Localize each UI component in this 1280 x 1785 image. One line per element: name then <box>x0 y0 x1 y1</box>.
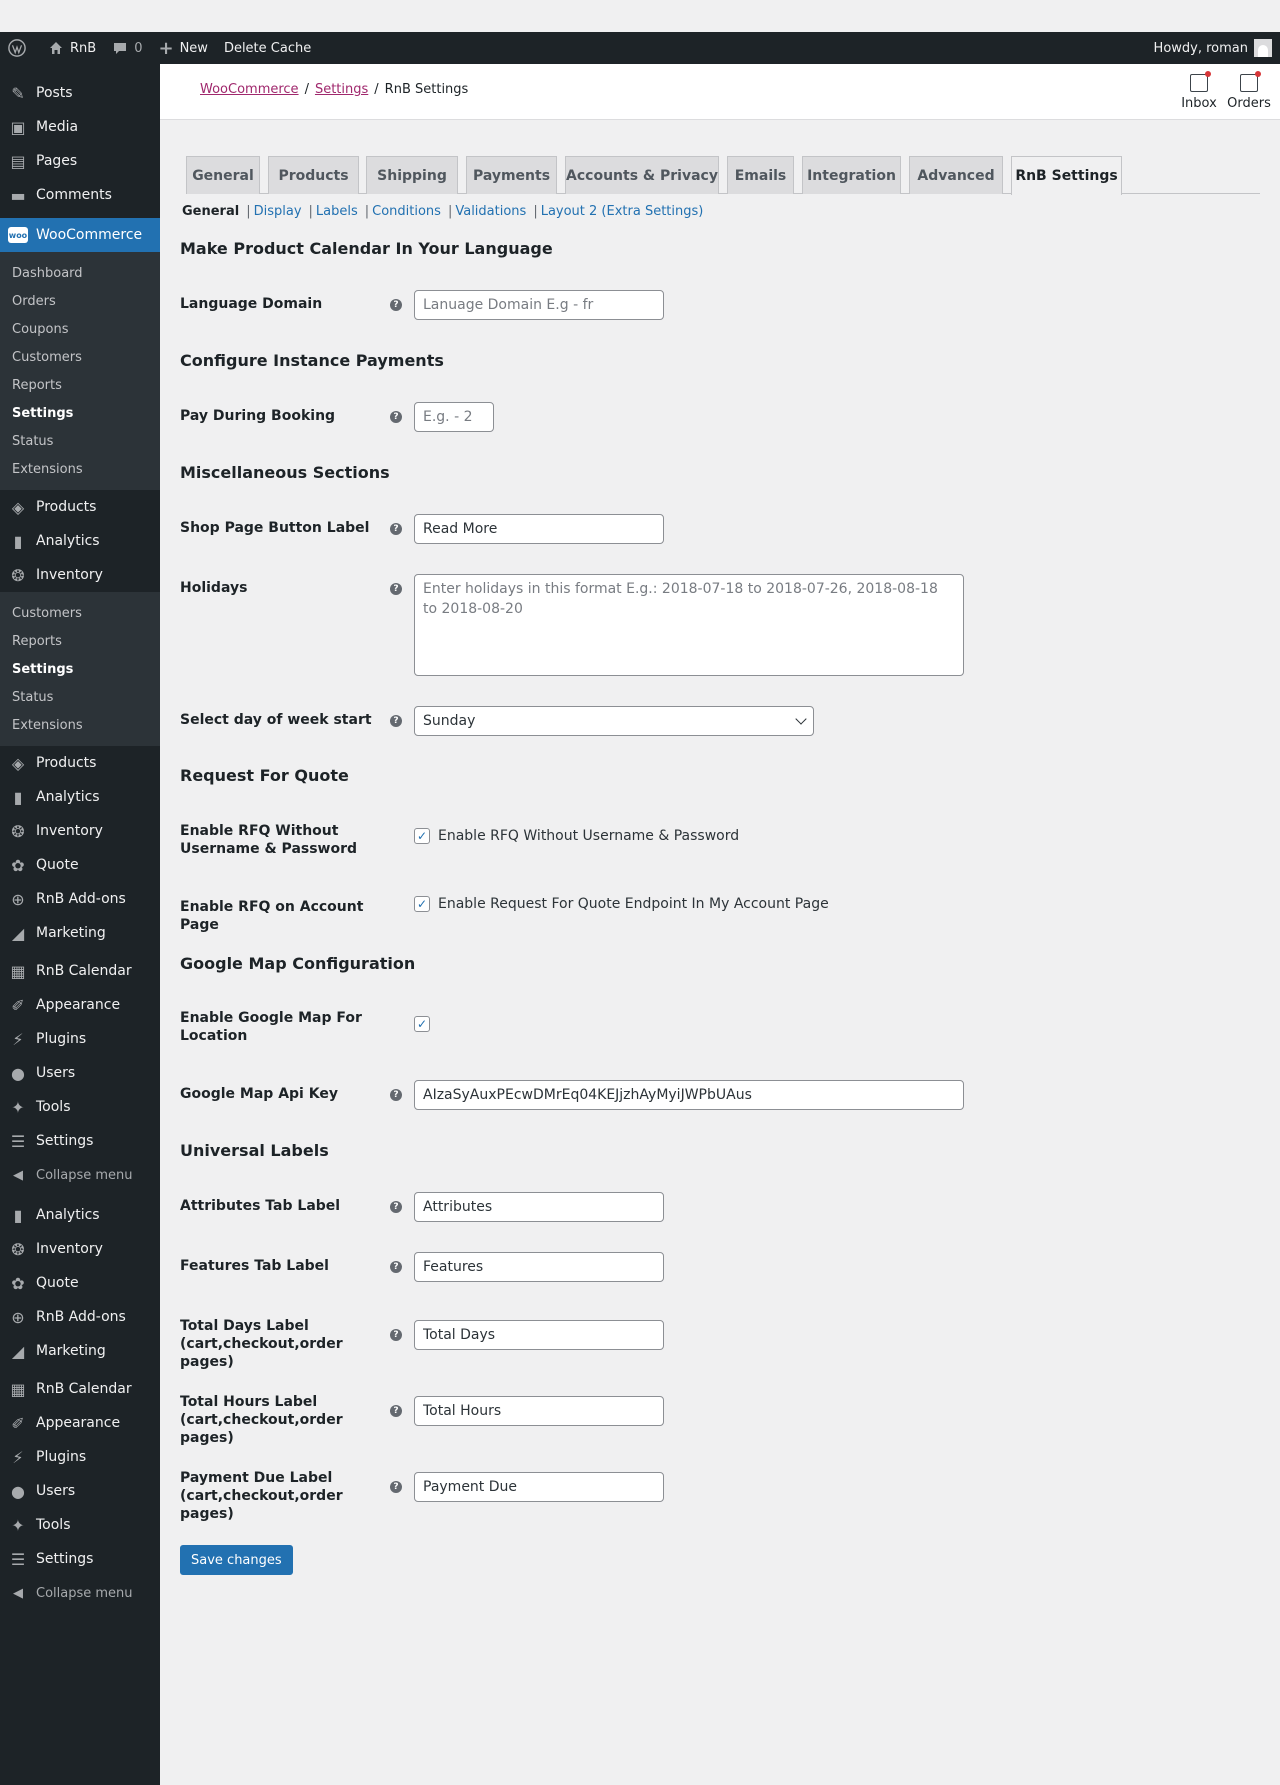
submenu-item-dashboard[interactable]: Dashboard <box>12 265 83 281</box>
sidebar-item-inventory[interactable]: ❂ Inventory <box>0 814 160 848</box>
holidays-textarea[interactable] <box>414 574 964 676</box>
sidebar-item-appearance[interactable]: ✐ Appearance <box>0 1406 160 1440</box>
new-label: New <box>179 40 208 56</box>
map-api-input[interactable] <box>414 1080 964 1110</box>
user-account-menu[interactable] <box>1154 39 1280 57</box>
total-hours-input[interactable] <box>414 1396 664 1426</box>
collapse-menu-button-2[interactable]: ◀ Collapse menu <box>0 1576 160 1610</box>
sidebar-item-marketing[interactable]: ◢ Marketing <box>0 916 160 950</box>
subnav-layout-2[interactable]: Layout 2 (Extra Settings) <box>540 204 704 219</box>
sidebar-item-rnb-calendar[interactable]: ▦ RnB Calendar <box>0 954 160 988</box>
comments-count: 0 <box>134 40 143 56</box>
calendar-icon: ▦ <box>10 961 26 981</box>
sidebar-item-quote[interactable]: ✿ Quote <box>0 848 160 882</box>
rfq-no-login-row <box>414 828 739 844</box>
submenu-item-status[interactable]: Status <box>12 689 54 705</box>
pay-during-booking-input[interactable] <box>414 402 494 432</box>
site-name-link[interactable] <box>40 32 104 64</box>
megaphone-icon: ◢ <box>11 1341 25 1361</box>
submenu-item-extensions[interactable]: Extensions <box>12 717 83 733</box>
total-hours-label: Total Hours Label (cart,checkout,order pages) <box>180 1394 343 1446</box>
page-icon: ▤ <box>10 151 26 171</box>
submenu-item-settings[interactable]: Settings <box>12 405 74 421</box>
wordpress-logo-button[interactable] <box>0 32 40 64</box>
woocommerce-icon: woo <box>8 227 28 243</box>
inventory-icon: ❂ <box>11 1239 25 1259</box>
calendar-icon: ▦ <box>10 1379 26 1399</box>
sidebar-item-products[interactable]: ◈ Products <box>0 746 160 780</box>
rfq-no-login-text: Enable RFQ Without Username & Password <box>438 828 740 844</box>
shop-button-input[interactable] <box>414 514 664 544</box>
tab-emails[interactable]: Emails <box>727 156 794 194</box>
settings-subnav: General | Display | Labels | Conditions | Validations | Layout 2 (Extra Settings) <box>182 204 704 219</box>
sidebar-item-rnb-calendar[interactable]: ▦ RnB Calendar <box>0 1372 160 1406</box>
payment-due-label: Payment Due Label (cart,checkout,order pages) <box>180 1470 343 1522</box>
woocommerce-header <box>160 64 1280 120</box>
inbox-icon <box>1190 74 1208 92</box>
help-icon[interactable]: ? <box>390 1089 402 1101</box>
avatar <box>1254 39 1272 57</box>
analytics-icon: ▮ <box>13 1205 23 1225</box>
pay-during-booking-label: Pay During Booking <box>180 408 336 424</box>
settings-tabs <box>186 156 1260 194</box>
map-enable-label: Enable Google Map For Location <box>180 1010 362 1044</box>
sidebar-item-media[interactable]: ▣ Media <box>0 110 160 144</box>
sidebar-item-marketing[interactable]: ◢ Marketing <box>0 1334 160 1368</box>
shop-button-label: Shop Page Button Label <box>180 520 370 536</box>
week-start-value: Sunday <box>423 713 476 729</box>
help-icon[interactable]: ? <box>390 1405 402 1417</box>
sidebar-item-tools[interactable]: ✦ Tools <box>0 1508 160 1542</box>
sidebar-item-plugins[interactable]: ⚡ Plugins <box>0 1440 160 1474</box>
attributes-label: Attributes Tab Label <box>180 1198 341 1214</box>
sidebar-item-products[interactable]: ◈ Products <box>0 490 160 524</box>
help-icon[interactable]: ? <box>390 1481 402 1493</box>
tab-accounts-privacy[interactable]: Accounts & Privacy <box>565 156 719 194</box>
sidebar-item-analytics[interactable]: ▮ Analytics <box>0 780 160 814</box>
comment-icon: ▬ <box>10 185 26 205</box>
tab-products[interactable]: Products <box>268 156 359 194</box>
language-domain-input[interactable] <box>414 290 664 320</box>
section-title-rfq: Request For Quote <box>180 766 349 785</box>
wordpress-logo-icon <box>8 39 26 57</box>
admin-bar <box>0 32 1280 64</box>
inventory-icon: ❂ <box>11 821 25 841</box>
tab-general[interactable]: General <box>186 156 260 194</box>
comment-icon <box>112 40 128 56</box>
howdy-text: Howdy, roman <box>1153 40 1248 56</box>
sidebar-item-users[interactable]: ● Users <box>0 1056 160 1090</box>
help-icon[interactable]: ? <box>390 715 402 727</box>
help-icon[interactable]: ? <box>390 411 402 423</box>
brush-icon: ✐ <box>11 1413 25 1433</box>
sidebar-item-rnb-add-ons[interactable]: ⊕ RnB Add-ons <box>0 882 160 916</box>
user-icon: ● <box>11 1063 25 1083</box>
user-icon: ● <box>11 1481 25 1501</box>
sidebar-item-appearance[interactable]: ✐ Appearance <box>0 988 160 1022</box>
home-icon <box>48 40 64 56</box>
sidebar-item-comments[interactable]: ▬ Comments <box>0 178 160 212</box>
add-ons-icon: ⊕ <box>11 1307 25 1327</box>
breadcrumb-woocommerce[interactable]: WooCommerce <box>200 82 299 97</box>
subnav-labels[interactable]: Labels <box>315 204 358 219</box>
sidebar-item-plugins[interactable]: ⚡ Plugins <box>0 1022 160 1056</box>
chevron-down-icon <box>795 713 806 724</box>
comments-link[interactable] <box>104 32 150 64</box>
submenu-item-orders[interactable]: Orders <box>12 293 56 309</box>
plugin-icon: ⚡ <box>12 1029 24 1049</box>
inventory-icon: ❂ <box>11 565 25 585</box>
sidebar-item-analytics[interactable]: ▮ Analytics <box>0 1198 160 1232</box>
help-icon[interactable]: ? <box>390 299 402 311</box>
help-icon[interactable]: ? <box>390 1329 402 1341</box>
help-icon[interactable]: ? <box>390 523 402 535</box>
subnav-display[interactable]: Display <box>253 204 302 219</box>
total-days-label: Total Days Label (cart,checkout,order pages) <box>180 1318 343 1370</box>
map-api-label: Google Map Api Key <box>180 1086 338 1102</box>
woocommerce-submenu <box>0 252 160 490</box>
breadcrumb: WooCommerce / Settings / RnB Settings <box>200 82 469 97</box>
subnav-conditions[interactable]: Conditions <box>372 204 441 219</box>
sidebar-item-tools[interactable]: ✦ Tools <box>0 1090 160 1124</box>
inbox-button[interactable]: Inbox <box>1164 70 1234 114</box>
section-title-map: Google Map Configuration <box>180 954 416 973</box>
save-changes-button[interactable]: Save changes <box>180 1545 293 1575</box>
sidebar-item-settings[interactable]: ☰ Settings <box>0 1124 160 1158</box>
delete-cache-button[interactable] <box>216 32 319 64</box>
payment-due-input[interactable] <box>414 1472 664 1502</box>
site-name: RnB <box>70 40 97 56</box>
submenu-item-customers[interactable]: Customers <box>12 349 82 365</box>
rfq-no-login-label: Enable RFQ Without Username & Password <box>180 823 358 857</box>
tab-shipping[interactable]: Shipping <box>366 156 458 194</box>
sidebar-item-analytics[interactable]: ▮ Analytics <box>0 524 160 558</box>
analytics-icon: ▮ <box>13 531 23 551</box>
rfq-no-login-checkbox[interactable]: ✓ <box>414 828 430 844</box>
help-icon[interactable]: ? <box>390 1261 402 1273</box>
sidebar-item-posts[interactable]: ✎ Posts <box>0 76 160 110</box>
collapse-menu-button[interactable]: ◀ Collapse menu <box>0 1158 160 1192</box>
subnav-validations[interactable]: Validations <box>455 204 527 219</box>
tab-rnb-settings[interactable]: RnB Settings <box>1011 156 1122 195</box>
brush-icon: ✐ <box>11 995 25 1015</box>
admin-sidebar <box>0 64 160 1785</box>
map-enable-checkbox[interactable]: ✓ <box>414 1016 430 1032</box>
new-content-button[interactable] <box>150 32 215 64</box>
sidebar-item-woocommerce[interactable]: woo WooCommerce <box>0 218 160 252</box>
submenu-item-reports[interactable]: Reports <box>12 633 62 649</box>
sidebar-item-rnb-add-ons[interactable]: ⊕ RnB Add-ons <box>0 1300 160 1334</box>
submenu-item-customers[interactable]: Customers <box>12 605 82 621</box>
add-ons-icon: ⊕ <box>11 889 25 909</box>
submenu-item-settings[interactable]: Settings <box>12 661 74 677</box>
submenu-item-extensions[interactable]: Extensions <box>12 461 83 477</box>
breadcrumb-settings[interactable]: Settings <box>314 82 369 97</box>
quote-icon: ✿ <box>11 855 25 875</box>
attributes-input[interactable] <box>414 1192 664 1222</box>
sidebar-item-settings[interactable]: ☰ Settings <box>0 1542 160 1576</box>
submenu-item-status[interactable]: Status <box>12 433 54 449</box>
plus-icon: + <box>158 37 174 59</box>
analytics-icon: ▮ <box>13 787 23 807</box>
orders-icon <box>1240 74 1258 92</box>
settings-icon: ☰ <box>10 1131 26 1151</box>
products-icon: ◈ <box>11 497 25 517</box>
section-title-language: Make Product Calendar In Your Language <box>180 239 553 258</box>
holidays-label: Holidays <box>180 580 248 596</box>
total-days-input[interactable] <box>414 1320 664 1350</box>
week-start-select[interactable] <box>414 706 814 736</box>
rfq-account-checkbox[interactable]: ✓ <box>414 896 430 912</box>
megaphone-icon: ◢ <box>11 923 25 943</box>
help-icon[interactable]: ? <box>390 583 402 595</box>
collapse-icon: ◀ <box>13 1585 23 1601</box>
sidebar-item-quote[interactable]: ✿ Quote <box>0 1266 160 1300</box>
delete-cache-label: Delete Cache <box>223 40 312 56</box>
subnav-general[interactable]: General <box>182 204 240 219</box>
orders-button[interactable]: Orders <box>1214 70 1280 114</box>
tab-integration[interactable]: Integration <box>802 156 901 194</box>
wrench-icon: ✦ <box>11 1097 25 1117</box>
help-icon[interactable]: ? <box>390 1201 402 1213</box>
submenu-item-coupons[interactable]: Coupons <box>12 321 69 337</box>
section-title-payments: Configure Instance Payments <box>180 351 444 370</box>
secondary-submenu <box>0 592 160 746</box>
sidebar-item-pages[interactable]: ▤ Pages <box>0 144 160 178</box>
features-label: Features Tab Label <box>180 1258 329 1274</box>
wrench-icon: ✦ <box>11 1515 25 1535</box>
features-input[interactable] <box>414 1252 664 1282</box>
tab-advanced[interactable]: Advanced <box>909 156 1003 194</box>
rfq-account-row <box>414 896 829 912</box>
products-icon: ◈ <box>11 753 25 773</box>
settings-icon: ☰ <box>10 1549 26 1569</box>
collapse-icon: ◀ <box>13 1167 23 1183</box>
plugin-icon: ⚡ <box>12 1447 24 1467</box>
language-domain-label: Language Domain <box>180 296 323 312</box>
tab-payments[interactable]: Payments <box>466 156 557 194</box>
sidebar-item-users[interactable]: ● Users <box>0 1474 160 1508</box>
section-title-labels: Universal Labels <box>180 1141 329 1160</box>
rfq-account-label: Enable RFQ on Account Page <box>180 899 364 933</box>
quote-icon: ✿ <box>11 1273 25 1293</box>
sidebar-item-inventory[interactable]: ❂ Inventory <box>0 558 160 592</box>
pin-icon: ✎ <box>11 83 25 103</box>
week-start-label: Select day of week start <box>180 712 372 728</box>
breadcrumb-current: RnB Settings <box>384 82 469 97</box>
media-icon: ▣ <box>10 117 26 137</box>
sidebar-item-inventory[interactable]: ❂ Inventory <box>0 1232 160 1266</box>
map-enable-row <box>414 1016 438 1032</box>
browser-top-band <box>0 0 1280 32</box>
rfq-account-text: Enable Request For Quote Endpoint In My Account Page <box>438 896 829 912</box>
submenu-item-reports[interactable]: Reports <box>12 377 62 393</box>
section-title-misc: Miscellaneous Sections <box>180 463 390 482</box>
